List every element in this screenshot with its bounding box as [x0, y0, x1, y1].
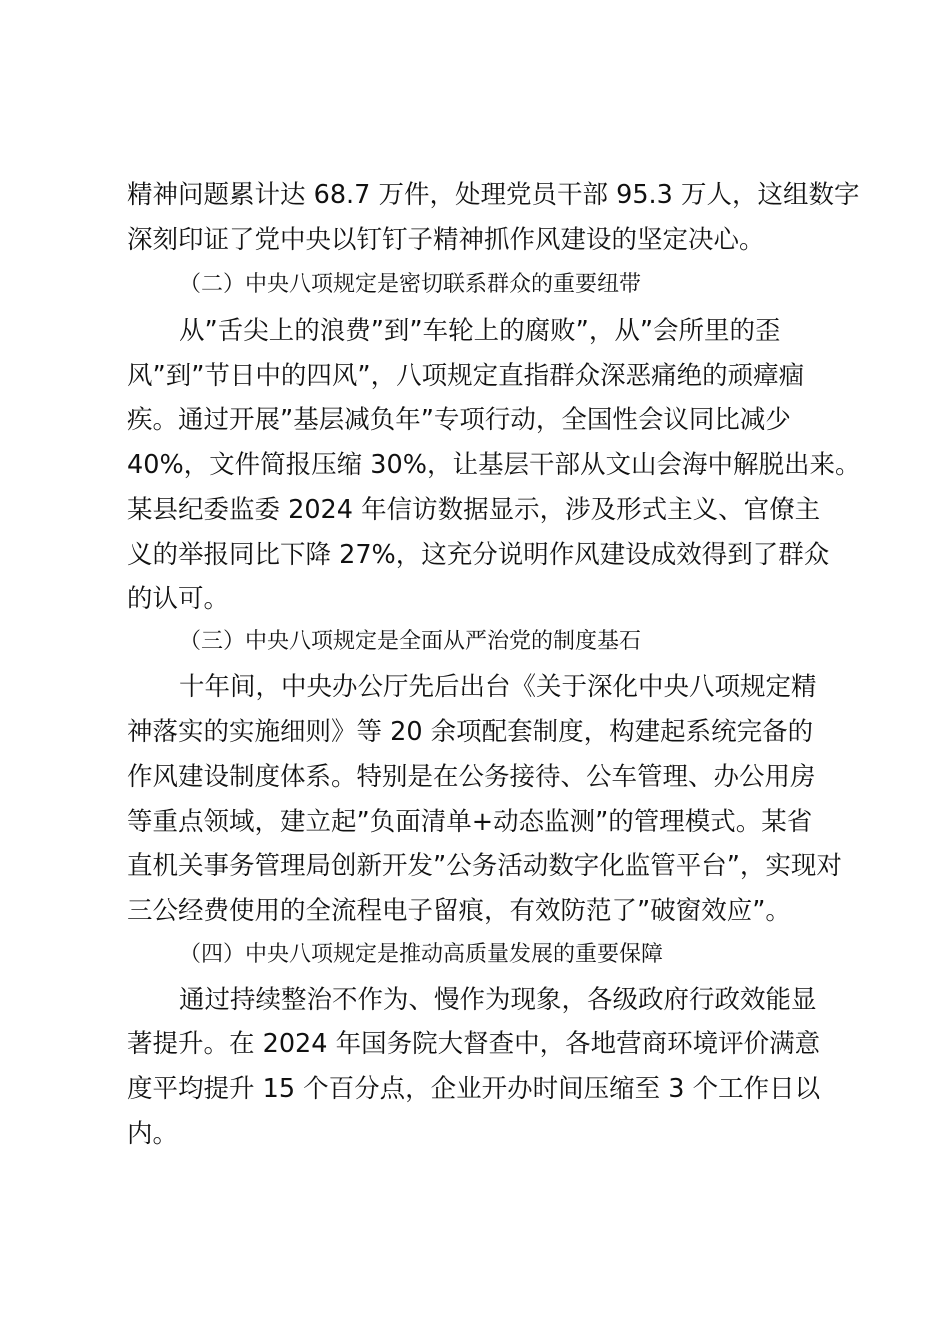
- body-text-line: 三公经费使用的全流程电子留痕，有效防范了”破窗效应”。: [127, 896, 791, 926]
- body-text-line: 十年间，中央办公厅先后出台《关于深化中央八项规定精: [179, 672, 817, 702]
- body-text-line: 等重点领域，建立起”负面清单+动态监测”的管理模式。某省: [127, 807, 813, 837]
- section-heading-4: （四）中央八项规定是推动高质量发展的重要保障: [179, 942, 664, 967]
- body-text-line: 风”到”节日中的四风”，八项规定直指群众深恶痛绝的顽瘴痼: [127, 361, 805, 391]
- body-text-line: 义的举报同比下降 27%，这充分说明作风建设成效得到了群众: [127, 540, 830, 570]
- section-heading-3: （三）中央八项规定是全面从严治党的制度基石: [179, 629, 642, 654]
- body-text-line: 40%，文件简报压缩 30%，让基层干部从文山会海中解脱出来。: [127, 450, 861, 480]
- body-text-line: 从”舌尖上的浪费”到”车轮上的腐败”，从”会所里的歪: [179, 316, 781, 346]
- body-text-line: 直机关事务管理局创新开发”公务活动数字化监管平台”，实现对: [127, 851, 842, 881]
- body-text-line: 深刻印证了党中央以钉钉子精神抓作风建设的坚定决心。: [127, 225, 765, 255]
- body-text-line: 通过持续整治不作为、慢作为现象，各级政府行政效能显: [179, 985, 817, 1015]
- body-text-line: 内。: [127, 1119, 179, 1149]
- body-text-line: 疾。通过开展”基层减负年”专项行动，全国性会议同比减少: [127, 405, 791, 435]
- body-text-line: 作风建设制度体系。特别是在公务接待、公车管理、办公用房: [127, 762, 816, 792]
- body-text-line: 某县纪委监委 2024 年信访数据显示，涉及形式主义、官僚主: [127, 495, 821, 525]
- body-text-line: 精神问题累计达 68.7 万件，处理党员干部 95.3 万人，这组数字: [127, 180, 860, 210]
- body-text-line: 神落实的实施细则》等 20 余项配套制度，构建起系统完备的: [127, 717, 814, 747]
- section-heading-2: （二）中央八项规定是密切联系群众的重要纽带: [179, 272, 642, 297]
- body-text-line: 度平均提升 15 个百分点，企业开办时间压缩至 3 个工作日以: [127, 1074, 821, 1104]
- body-text-line: 著提升。在 2024 年国务院大督查中，各地营商环境评价满意: [127, 1029, 821, 1059]
- body-text-line: 的认可。: [127, 584, 230, 614]
